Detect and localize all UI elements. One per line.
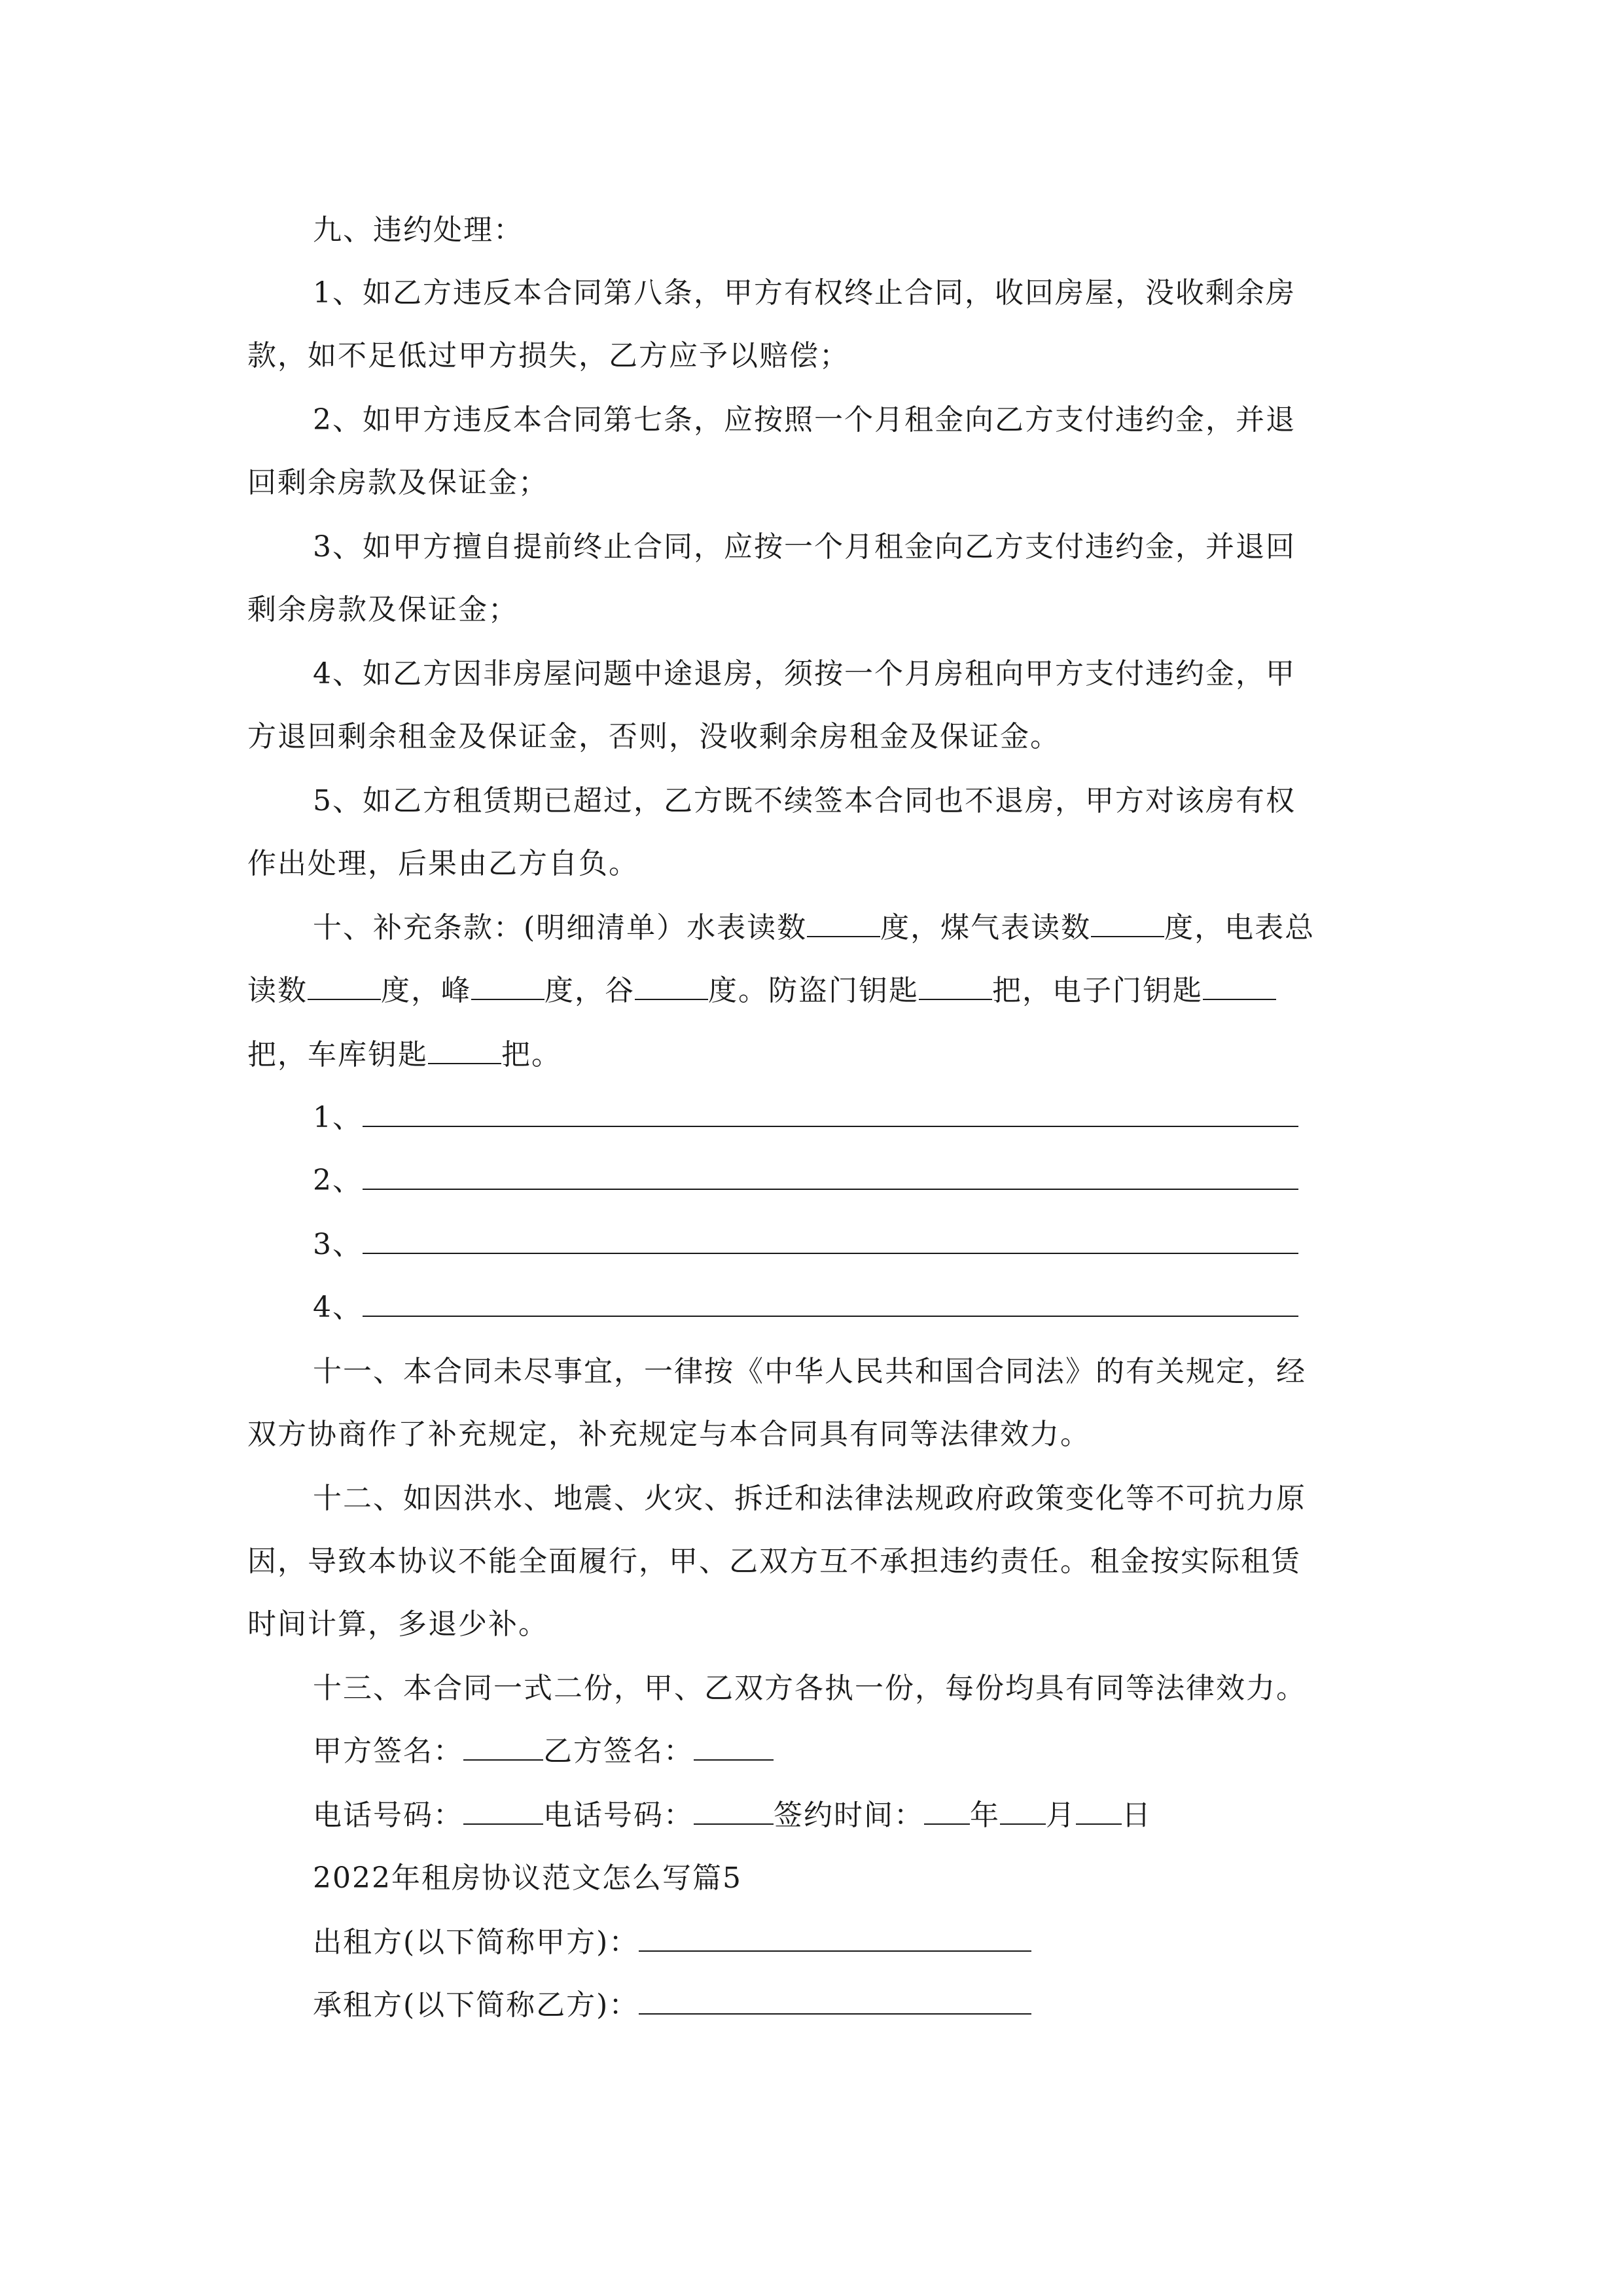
section-12-line-1: 十二、如因洪水、地震、火灾、拆迁和法律法规政府政策变化等不可抗力原 — [313, 1482, 1306, 1515]
lessor-line — [313, 1923, 1031, 1962]
day-blank[interactable] — [1076, 1797, 1122, 1825]
section-9-item-2-line-2: 回剩余房款及保证金； — [247, 466, 548, 499]
supplement-number: 1、 — [313, 1101, 363, 1134]
electronic-door-key-blank[interactable] — [1203, 973, 1276, 1000]
section-13-line-1: 十三、本合同一式二份，甲、乙双方各执一份，每份均具有同等法律效力。 — [313, 1672, 1306, 1705]
sign-time-label: 签约时间： — [774, 1799, 924, 1832]
party-a-phone-label: 电话号码： — [313, 1799, 463, 1832]
section-10-text: 度，峰 — [381, 974, 471, 1007]
section-10-line-2 — [247, 971, 1276, 1011]
section-10-text: 把，车库钥匙 — [247, 1038, 428, 1071]
electric-total-blank[interactable] — [308, 973, 381, 1000]
section-12-line-3: 时间计算，多退少补。 — [247, 1607, 548, 1641]
supplement-item-3 — [313, 1225, 1298, 1265]
section-10-text: 度，煤气表读数 — [880, 911, 1092, 944]
section-9-item-1-line-1: 1、如乙方违反本合同第八条，甲方有权终止合同，收回房屋，没收剩余房 — [313, 276, 1296, 310]
electric-peak-blank[interactable] — [471, 973, 544, 1000]
party-a-signature-blank[interactable] — [463, 1733, 543, 1761]
lessee-label: 承租方(以下简称乙方)： — [313, 1988, 639, 2022]
party-b-signature-label: 乙方签名： — [543, 1734, 694, 1768]
section-9-item-5-line-2: 作出处理，后果由乙方自负。 — [247, 847, 639, 880]
section-10-text: 把。 — [501, 1038, 562, 1071]
supplement-item-2 — [313, 1161, 1298, 1200]
supplement-blank-4[interactable] — [363, 1289, 1298, 1317]
supplement-item-1 — [313, 1098, 1298, 1138]
section-9-item-5-line-1: 5、如乙方租赁期已超过，乙方既不续签本合同也不退房，甲方对该房有权 — [313, 784, 1296, 817]
section-9-item-2-line-1: 2、如甲方违反本合同第七条，应按照一个月租金向乙方支付违约金，并退 — [313, 403, 1296, 437]
gas-meter-blank[interactable] — [1091, 910, 1164, 937]
section-12-line-2: 因，导致本协议不能全面履行，甲、乙双方互不承担违约责任。租金按实际租赁 — [247, 1545, 1301, 1578]
section-11-line-1: 十一、本合同未尽事宜，一律按《中华人民共和国合同法》的有关规定，经 — [313, 1355, 1306, 1388]
supplement-number: 3、 — [313, 1228, 363, 1261]
next-document-title: 2022年租房协议范文怎么写篇5 — [313, 1861, 742, 1895]
lessor-label: 出租方(以下简称甲方)： — [313, 1926, 639, 1959]
garage-key-blank[interactable] — [428, 1037, 501, 1064]
section-10-text: 把，电子门钥匙 — [992, 974, 1203, 1007]
section-9-item-4-line-1: 4、如乙方因非房屋问题中途退房，须按一个月房租向甲方支付违约金，甲 — [313, 657, 1296, 691]
section-10-text: 度，谷 — [544, 974, 635, 1007]
section-9-item-4-line-2: 方退回剩余租金及保证金，否则，没收剩余房租金及保证金。 — [247, 720, 1060, 753]
section-10-text: 十、补充条款：(明细清单）水表读数 — [313, 911, 808, 944]
signature-line — [313, 1732, 774, 1771]
party-b-phone-label: 电话号码： — [543, 1799, 694, 1832]
section-11-line-2: 双方协商作了补充规定，补充规定与本合同具有同等法律效力。 — [247, 1418, 1090, 1451]
party-a-signature-label: 甲方签名： — [313, 1734, 463, 1768]
party-a-phone-blank[interactable] — [463, 1797, 543, 1825]
year-label: 年 — [970, 1799, 1000, 1832]
supplement-item-4 — [313, 1288, 1298, 1327]
supplement-number: 2、 — [313, 1164, 363, 1197]
party-b-signature-blank[interactable] — [694, 1733, 774, 1761]
lessor-blank[interactable] — [639, 1924, 1031, 1952]
supplement-blank-3[interactable] — [363, 1227, 1298, 1254]
section-10-text: 读数 — [247, 974, 308, 1007]
section-9-item-3-line-2: 剩余房款及保证金； — [247, 593, 518, 626]
supplement-blank-2[interactable] — [363, 1162, 1298, 1190]
section-10-text: 度，电表总 — [1164, 911, 1315, 944]
phone-date-line — [313, 1796, 1152, 1835]
electric-valley-blank[interactable] — [635, 973, 708, 1000]
section-9-item-3-line-1: 3、如甲方擅自提前终止合同，应按一个月租金向乙方支付违约金，并退回 — [313, 530, 1296, 564]
section-10-line-1 — [313, 908, 1315, 948]
day-label: 日 — [1122, 1799, 1152, 1832]
section-10-text: 度。防盗门钥匙 — [708, 974, 919, 1007]
lessee-blank[interactable] — [639, 1987, 1031, 2015]
section-10-line-3 — [247, 1035, 562, 1075]
supplement-blank-1[interactable] — [363, 1100, 1298, 1127]
year-blank[interactable] — [924, 1797, 970, 1825]
section-9-title: 九、违约处理： — [313, 213, 524, 247]
party-b-phone-blank[interactable] — [694, 1797, 774, 1825]
supplement-number: 4、 — [313, 1291, 363, 1324]
month-label: 月 — [1046, 1799, 1076, 1832]
lessee-line — [313, 1986, 1031, 2025]
security-door-key-blank[interactable] — [919, 973, 992, 1000]
water-meter-blank[interactable] — [807, 910, 880, 937]
month-blank[interactable] — [1000, 1797, 1046, 1825]
section-9-item-1-line-2: 款，如不足低过甲方损失，乙方应予以赔偿； — [247, 339, 849, 372]
